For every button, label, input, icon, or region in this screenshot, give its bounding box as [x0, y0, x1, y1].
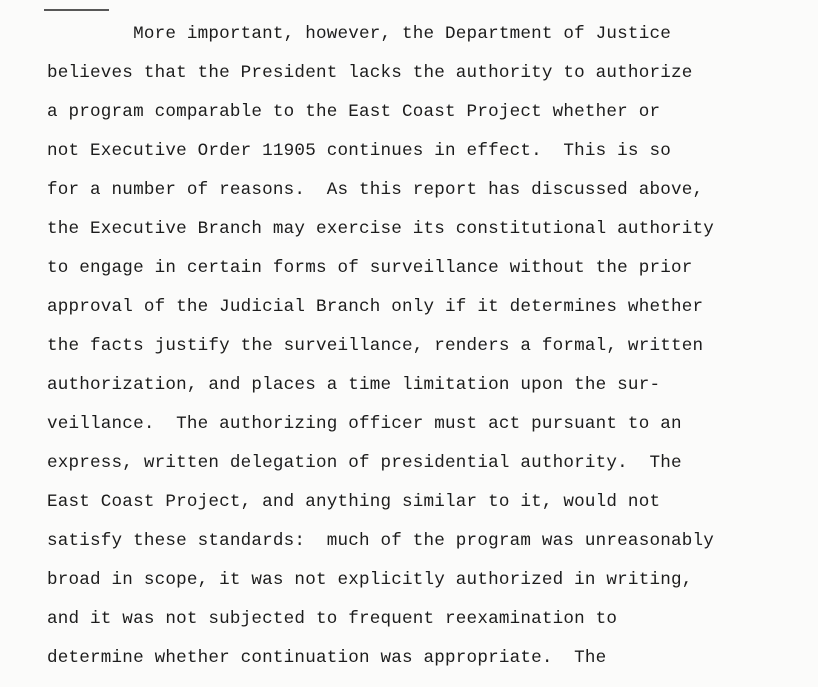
- text-line: the Executive Branch may exercise its constitutional authority: [47, 219, 714, 239]
- text-line: satisfy these standards: much of the program was unreasonably: [47, 531, 714, 551]
- text-line: broad in scope, it was not explicitly authorized in writing,: [47, 570, 693, 590]
- text-line: and it was not subjected to frequent reexamination to: [47, 609, 618, 629]
- top-rule: [44, 9, 109, 11]
- text-line: authorization, and places a time limitation upon the sur-: [47, 375, 661, 395]
- text-line: approval of the Judicial Branch only if it determines whether: [47, 297, 704, 317]
- text-line: believes that the President lacks the authority to authorize: [47, 63, 693, 83]
- text-line: not Executive Order 11905 continues in effect. This is so: [47, 141, 671, 161]
- text-line: to engage in certain forms of surveillance without the prior: [47, 258, 693, 278]
- text-line: East Coast Project, and anything similar to it, would not: [47, 492, 661, 512]
- text-line: a program comparable to the East Coast Project whether or: [47, 102, 661, 122]
- text-line: for a number of reasons. As this report has discussed above,: [47, 180, 704, 200]
- text-line: the facts justify the surveillance, renders a formal, written: [47, 336, 704, 356]
- text-line: veillance. The authorizing officer must act pursuant to an: [47, 414, 682, 434]
- document-body: [47, 15, 807, 678]
- text-line: determine whether continuation was appropriate. The: [47, 648, 607, 668]
- text-line: More important, however, the Department of Justice: [47, 24, 671, 44]
- text-line: express, written delegation of presidential authority. The: [47, 453, 682, 473]
